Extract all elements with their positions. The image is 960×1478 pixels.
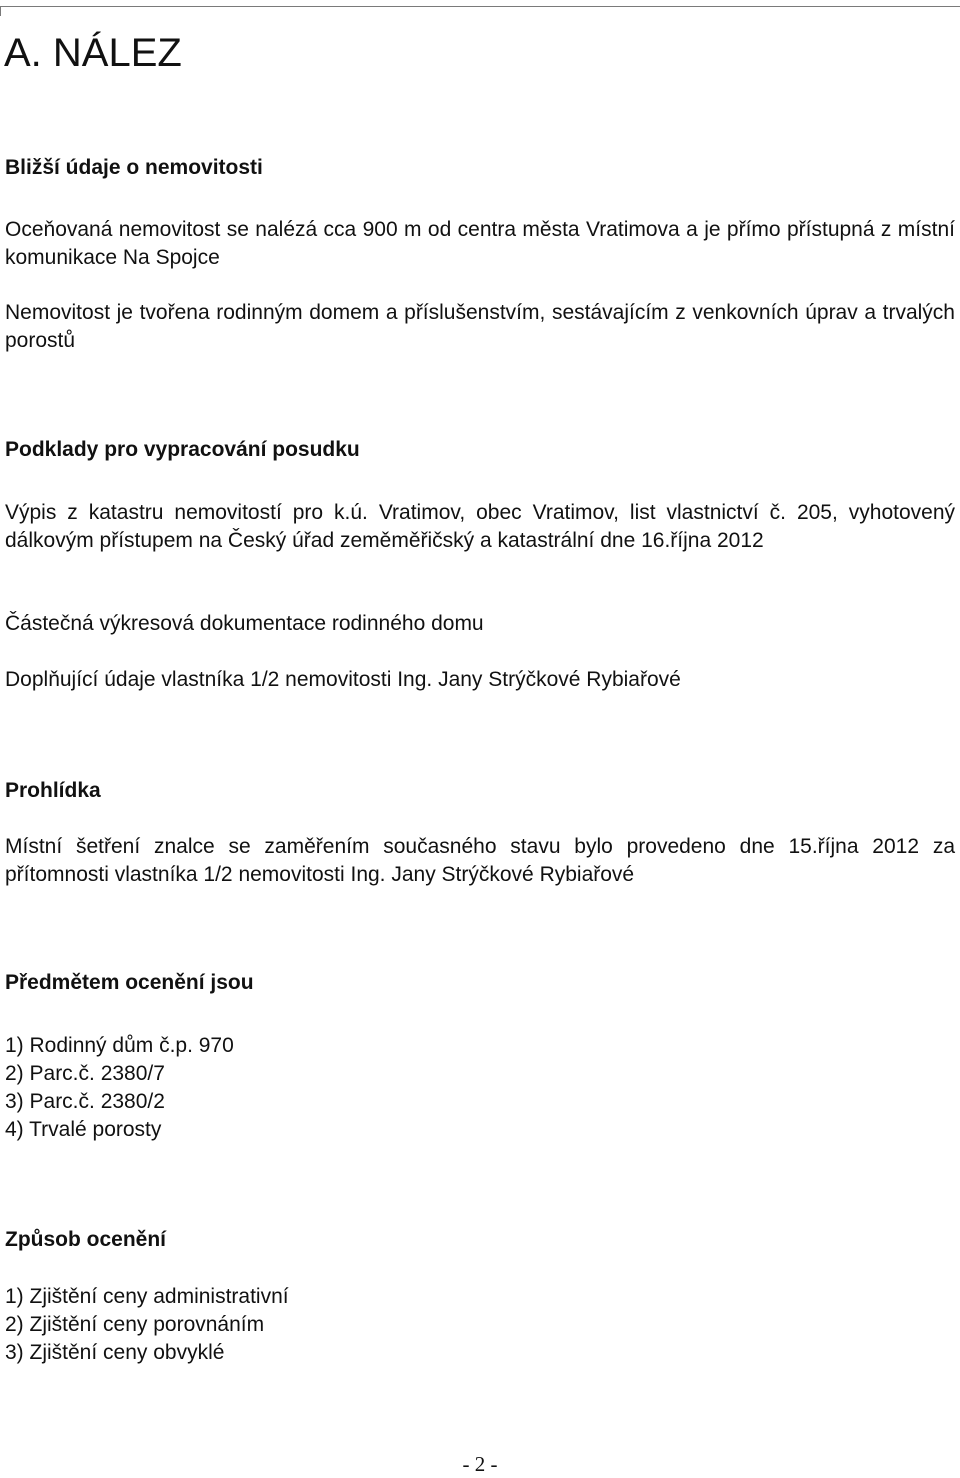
- list-valuation-methods: [5, 1283, 289, 1367]
- page-number: - 2 -: [462, 1452, 498, 1476]
- list-valuation-subjects: [5, 1032, 234, 1144]
- paragraph-documentation: Částečná výkresová dokumentace rodinného domu: [5, 612, 484, 635]
- heading-blizsi-udaje: Bližší údaje o nemovitosti: [5, 156, 263, 179]
- top-rule: [0, 6, 960, 7]
- heading-prohlidka: Prohlídka: [5, 779, 101, 802]
- list-item: 1) Rodinný dům č.p. 970: [5, 1034, 234, 1057]
- heading-podklady: Podklady pro vypracování posudku: [5, 438, 360, 461]
- paragraph-composition: Nemovitost je tvořena rodinným domem a příslušenstvím, sestávajícím z venkovních úprav a trvalých porostů: [5, 301, 955, 352]
- list-item: 4) Trvalé porosty: [5, 1118, 162, 1141]
- heading-zpusob-oceneni: Způsob ocenění: [5, 1228, 167, 1251]
- heading-predmet-oceneni: Předmětem ocenění jsou: [5, 971, 254, 994]
- list-item: 3) Parc.č. 2380/2: [5, 1090, 165, 1113]
- paragraph-cadastre-extract: Výpis z katastru nemovitostí pro k.ú. Vratimov, obec Vratimov, list vlastnictví č. 205, vyhotovený dálkovým přístupem na Český úřad zeměměřičský a katastrální dne 16.října 2012: [5, 501, 955, 552]
- paragraph-location: Oceňovaná nemovitost se nalézá cca 900 m od centra města Vratimova a je přímo přístupná z místní komunikace Na Spojce: [5, 218, 955, 269]
- paragraph-owner-data: Doplňující údaje vlastníka 1/2 nemovitosti Ing. Jany Strýčkové Rybiařové: [5, 668, 681, 691]
- top-rule-corner: [0, 6, 1, 16]
- list-item: 3) Zjištění ceny obvyklé: [5, 1341, 225, 1364]
- page-title: A. NÁLEZ: [4, 31, 182, 75]
- paragraph-inspection: Místní šetření znalce se zaměřením současného stavu bylo provedeno dne 15.října 2012 za přítomnosti vlastníka 1/2 nemovitosti Ing. Jany Strýčkové Rybiařové: [5, 835, 955, 886]
- list-item: 2) Parc.č. 2380/7: [5, 1062, 165, 1085]
- list-item: 1) Zjištění ceny administrativní: [5, 1285, 289, 1308]
- list-item: 2) Zjištění ceny porovnáním: [5, 1313, 265, 1336]
